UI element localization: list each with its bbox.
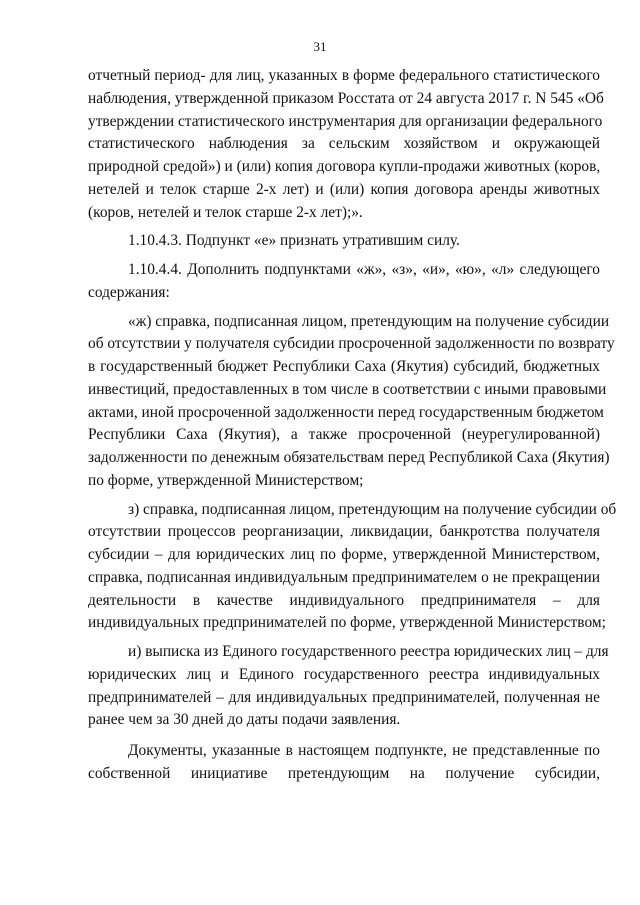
text-line: отчетный период- для лиц, указанных в форме федерального статистического	[88, 67, 600, 84]
text-line: индивидуальных предпринимателей по форме, утвержденной Министерством;	[88, 614, 606, 632]
text-line: предпринимателей – для индивидуальных предпринимателей, полученная не	[88, 688, 600, 706]
text-line: 1.10.4.3. Подпункт «е» признать утратившим силу.	[128, 232, 460, 250]
paragraph-documents	[88, 740, 600, 786]
text-line: нетелей и телок старше 2-х лет) и (или) копия договора аренды животных	[88, 180, 600, 198]
text-line: деятельности в качестве индивидуального предпринимателя – для	[88, 591, 600, 609]
text-line: з) справка, подписанная лицом, претендующим на получение субсидии об	[128, 500, 617, 518]
paragraph-continuation	[88, 65, 604, 224]
page-number: 31	[313, 39, 327, 54]
text-line: собственной инициативе претендующим на получение субсидии,	[88, 764, 600, 782]
text-line: задолженности по денежным обязательствам перед Республикой Саха (Якутия)	[88, 449, 610, 466]
text-line: справка, подписанная индивидуальным предпринимателем о не прекращении	[88, 568, 600, 586]
text-line: (коров, нетелей и телок старше 2-х лет);».	[88, 203, 363, 221]
paragraph-subclause-1-10-4-4	[88, 259, 600, 305]
text-line: субсидии – для юридических лиц по форме, утвержденной Министерством,	[88, 546, 600, 563]
text-line: содержания:	[88, 283, 170, 301]
text-line: 1.10.4.4. Дополнить подпунктами «ж», «з», «и», «ю», «л» следующего	[128, 261, 600, 278]
text-line: актами, иной просроченной задолженности перед государственным бюджетом	[88, 403, 604, 421]
document-body	[88, 65, 617, 786]
text-line: статистического наблюдения за сельским хозяйством и окружающей	[88, 135, 600, 153]
text-line: утверждении статистического инструментария для организации федерального	[88, 112, 603, 130]
text-line: Документы, указанные в настоящем подпункте, не представленные по	[128, 742, 600, 759]
text-line: природной средой») и (или) копия договора купли-продажи животных (коров,	[88, 158, 601, 175]
text-line: отсутствии процессов реорганизации, ликвидации, банкротства получателя	[88, 523, 600, 541]
paragraph-subclause-1-10-4-3	[88, 230, 600, 253]
text-line: и) выписка из Единого государственного реестра юридических лиц – для	[128, 643, 609, 660]
text-line: в государственный бюджет Республики Саха (Якутия) субсидий, бюджетных	[88, 358, 600, 375]
paragraph-item-z	[88, 499, 617, 636]
paragraph-item-i	[88, 641, 609, 732]
text-line: по форме, утвержденной Министерством;	[88, 471, 364, 489]
text-line: «ж) справка, подписанная лицом, претендующим на получение субсидии	[128, 312, 610, 330]
text-line: юридических лиц и Единого государственного реестра индивидуальных	[88, 665, 600, 683]
text-line: об отсутствии у получателя субсидии просроченной задолженности по возврату	[88, 335, 615, 353]
text-line: наблюдения, утвержденной приказом Росстата от 24 августа 2017 г. N 545 «Об	[88, 89, 604, 107]
text-line: инвестиций, предоставленных в том числе в соответствии с иными правовыми	[88, 380, 607, 398]
text-line: ранее чем за 30 дней до даты подачи заявления.	[88, 711, 401, 729]
paragraph-item-zh	[88, 311, 615, 493]
text-line: Республики Саха (Якутия), а также просроченной (неурегулированной)	[88, 426, 600, 444]
